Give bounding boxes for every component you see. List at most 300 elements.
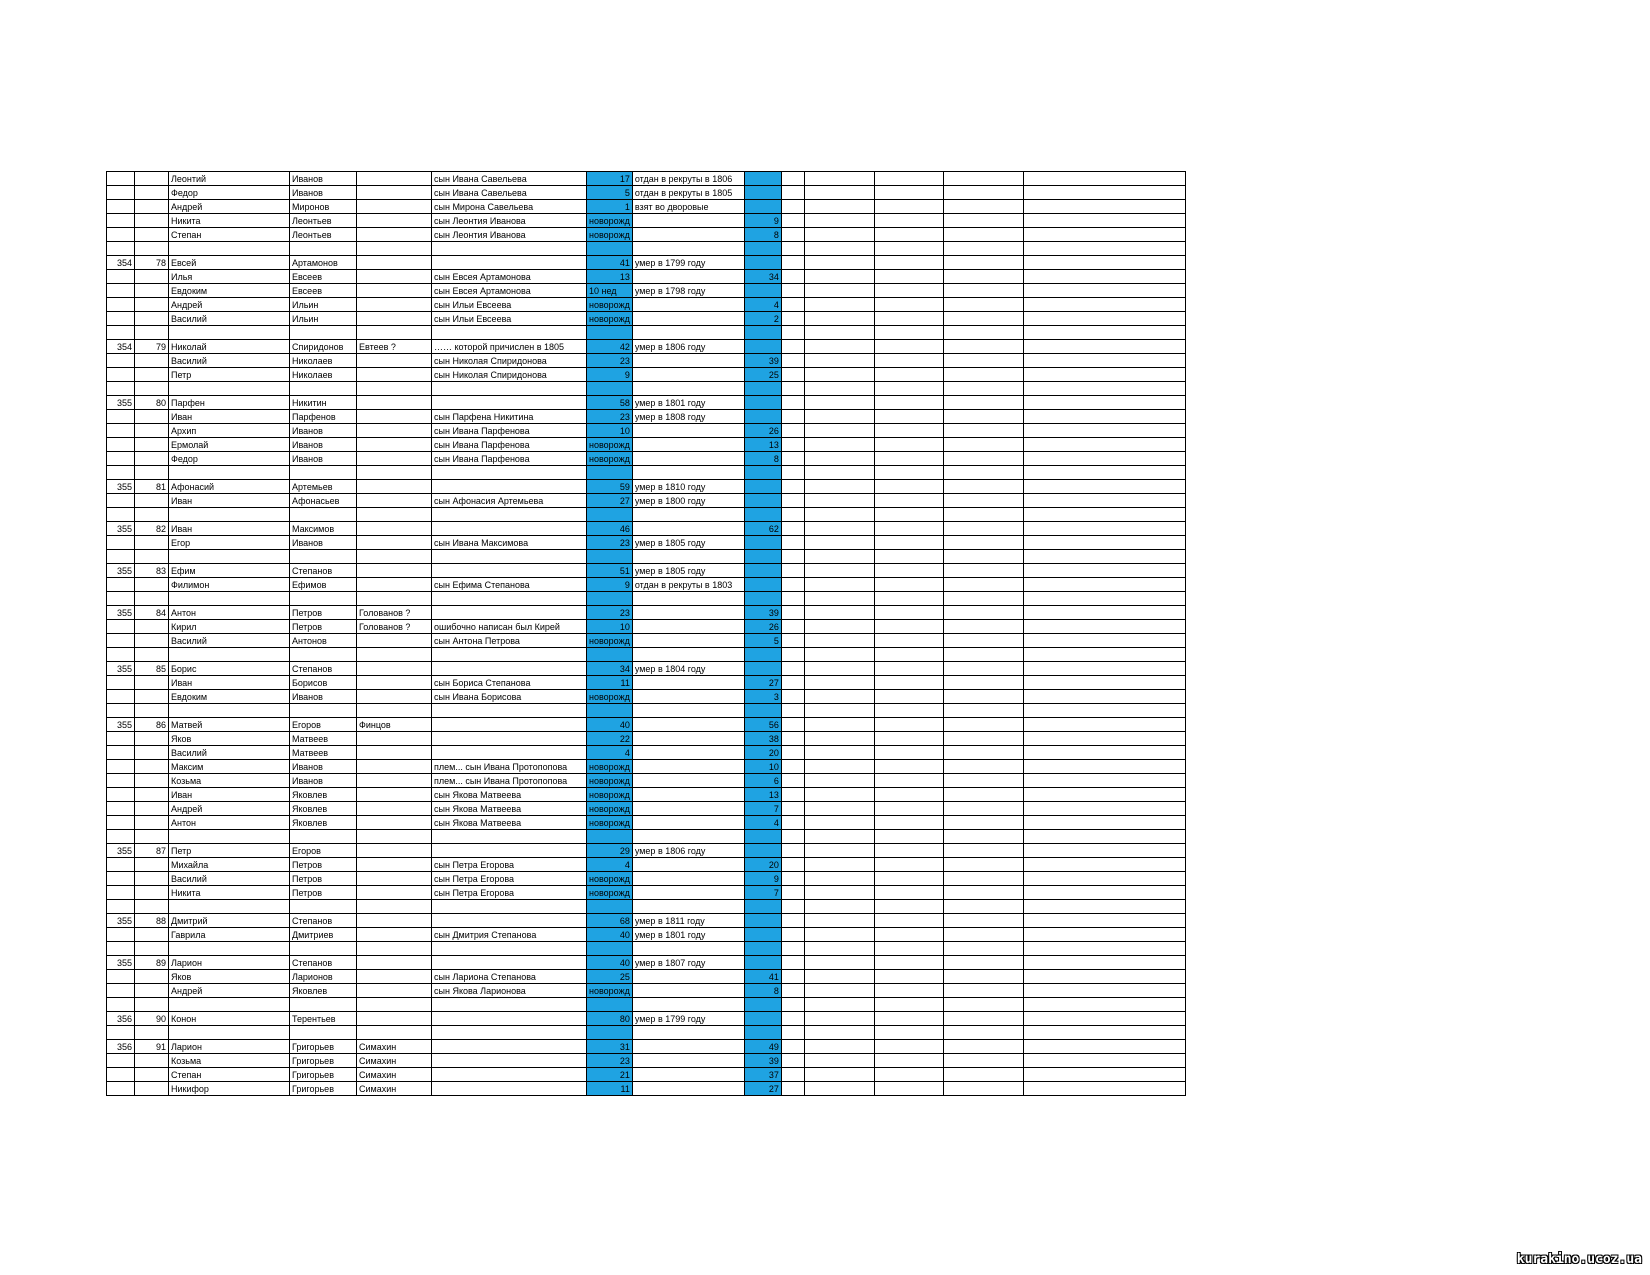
empty-cell <box>1023 284 1185 298</box>
relation-cell: сын Николая Спиридонова <box>432 368 587 382</box>
age-later-cell <box>744 844 781 858</box>
surname-cell <box>357 788 432 802</box>
empty-cell <box>804 214 874 228</box>
age-later-cell <box>744 704 781 718</box>
age-later-cell <box>744 998 781 1012</box>
surname-cell <box>357 760 432 774</box>
age-cell <box>587 592 633 606</box>
table-row <box>107 1054 1186 1068</box>
patronymic-cell <box>290 900 357 914</box>
empty-cell <box>1023 564 1185 578</box>
patronymic-cell: Яковлев <box>290 816 357 830</box>
age-later-cell: 10 <box>744 760 781 774</box>
empty-cell <box>781 858 804 872</box>
note-cell: умер в 1805 году <box>632 564 744 578</box>
page-cell <box>107 816 135 830</box>
empty-cell <box>874 872 943 886</box>
age-cell: новорожд <box>587 690 633 704</box>
relation-cell <box>432 900 587 914</box>
empty-cell <box>804 536 874 550</box>
empty-cell <box>781 550 804 564</box>
page-cell: 355 <box>107 844 135 858</box>
relation-cell <box>432 1082 587 1096</box>
empty-cell <box>943 550 1023 564</box>
table-row <box>107 858 1186 872</box>
relation-cell <box>432 1012 587 1026</box>
page-cell <box>107 984 135 998</box>
empty-cell <box>943 956 1023 970</box>
relation-cell: сын Леонтия Иванова <box>432 228 587 242</box>
empty-cell <box>804 1026 874 1040</box>
empty-cell <box>874 438 943 452</box>
age-cell: 10 <box>587 620 633 634</box>
age-cell: 25 <box>587 970 633 984</box>
empty-cell <box>781 718 804 732</box>
patronymic-cell <box>290 592 357 606</box>
relation-cell <box>432 1026 587 1040</box>
note-cell: умер в 1806 году <box>632 340 744 354</box>
table-row <box>107 172 1186 186</box>
empty-cell <box>804 802 874 816</box>
empty-cell <box>804 270 874 284</box>
age-later-cell: 8 <box>744 984 781 998</box>
first-name-cell <box>169 508 290 522</box>
surname-cell <box>357 956 432 970</box>
table-row <box>107 564 1186 578</box>
age-cell <box>587 830 633 844</box>
empty-cell <box>781 256 804 270</box>
note-cell <box>632 802 744 816</box>
age-cell <box>587 998 633 1012</box>
empty-cell <box>1023 480 1185 494</box>
surname-cell <box>357 984 432 998</box>
table-row <box>107 774 1186 788</box>
first-name-cell <box>169 998 290 1012</box>
table-row <box>107 270 1186 284</box>
empty-cell <box>781 214 804 228</box>
empty-cell <box>804 984 874 998</box>
empty-cell <box>943 858 1023 872</box>
surname-cell <box>357 396 432 410</box>
surname-cell <box>357 354 432 368</box>
empty-cell <box>943 508 1023 522</box>
number-cell <box>135 592 169 606</box>
empty-cell <box>943 1040 1023 1054</box>
number-cell <box>135 186 169 200</box>
table-row <box>107 620 1186 634</box>
number-cell <box>135 746 169 760</box>
empty-cell <box>804 886 874 900</box>
empty-cell <box>874 676 943 690</box>
empty-cell <box>1023 340 1185 354</box>
empty-cell <box>1023 900 1185 914</box>
table-row <box>107 214 1186 228</box>
age-later-cell <box>744 942 781 956</box>
patronymic-cell: Иванов <box>290 690 357 704</box>
empty-cell <box>804 228 874 242</box>
empty-cell <box>874 354 943 368</box>
page-cell <box>107 242 135 256</box>
page-cell <box>107 788 135 802</box>
age-later-cell: 26 <box>744 620 781 634</box>
table-row <box>107 298 1186 312</box>
number-cell <box>135 928 169 942</box>
patronymic-cell <box>290 942 357 956</box>
age-cell: 58 <box>587 396 633 410</box>
empty-cell <box>1023 718 1185 732</box>
surname-cell <box>357 452 432 466</box>
age-later-cell: 7 <box>744 886 781 900</box>
patronymic-cell: Артамонов <box>290 256 357 270</box>
age-cell: 1 <box>587 200 633 214</box>
age-cell: новорожд <box>587 214 633 228</box>
empty-cell <box>874 774 943 788</box>
note-cell <box>632 438 744 452</box>
empty-cell <box>1023 760 1185 774</box>
relation-cell: сын Афонасия Артемьева <box>432 494 587 508</box>
table-row <box>107 480 1186 494</box>
empty-cell <box>781 900 804 914</box>
empty-cell <box>874 746 943 760</box>
patronymic-cell: Иванов <box>290 172 357 186</box>
patronymic-cell: Ильин <box>290 298 357 312</box>
age-later-cell: 27 <box>744 676 781 690</box>
empty-cell <box>943 214 1023 228</box>
first-name-cell: Андрей <box>169 984 290 998</box>
age-cell: 40 <box>587 928 633 942</box>
surname-cell <box>357 998 432 1012</box>
empty-cell <box>1023 956 1185 970</box>
page-cell <box>107 942 135 956</box>
table-row <box>107 494 1186 508</box>
surname-cell <box>357 690 432 704</box>
surname-cell <box>357 816 432 830</box>
table-row <box>107 788 1186 802</box>
note-cell <box>632 858 744 872</box>
empty-cell <box>943 620 1023 634</box>
surname-cell <box>357 256 432 270</box>
empty-cell <box>804 774 874 788</box>
first-name-cell: Евсей <box>169 256 290 270</box>
empty-cell <box>943 802 1023 816</box>
empty-cell <box>804 690 874 704</box>
page-cell <box>107 900 135 914</box>
empty-cell <box>804 858 874 872</box>
empty-cell <box>943 844 1023 858</box>
empty-cell <box>943 522 1023 536</box>
empty-cell <box>943 256 1023 270</box>
note-cell <box>632 1068 744 1082</box>
empty-cell <box>943 984 1023 998</box>
age-later-cell: 20 <box>744 746 781 760</box>
empty-cell <box>874 592 943 606</box>
empty-cell <box>781 494 804 508</box>
empty-cell <box>804 816 874 830</box>
empty-cell <box>943 830 1023 844</box>
empty-cell <box>943 676 1023 690</box>
age-cell: новорожд <box>587 760 633 774</box>
empty-cell <box>874 312 943 326</box>
first-name-cell: Федор <box>169 452 290 466</box>
empty-cell <box>781 956 804 970</box>
number-cell <box>135 1026 169 1040</box>
table-row <box>107 928 1186 942</box>
age-later-cell: 38 <box>744 732 781 746</box>
page-cell <box>107 550 135 564</box>
first-name-cell <box>169 900 290 914</box>
number-cell <box>135 326 169 340</box>
table-row <box>107 704 1186 718</box>
note-cell <box>632 984 744 998</box>
note-cell <box>632 732 744 746</box>
empty-cell <box>874 1082 943 1096</box>
first-name-cell: Василий <box>169 312 290 326</box>
table-row <box>107 998 1186 1012</box>
age-cell: новорожд <box>587 452 633 466</box>
age-later-cell <box>744 200 781 214</box>
empty-cell <box>1023 690 1185 704</box>
note-cell <box>632 214 744 228</box>
age-later-cell: 20 <box>744 858 781 872</box>
empty-cell <box>781 872 804 886</box>
first-name-cell: Филимон <box>169 578 290 592</box>
first-name-cell: Афонасий <box>169 480 290 494</box>
table-row <box>107 522 1186 536</box>
table-row <box>107 256 1186 270</box>
number-cell <box>135 802 169 816</box>
empty-cell <box>781 928 804 942</box>
first-name-cell: Степан <box>169 1068 290 1082</box>
first-name-cell: Дмитрий <box>169 914 290 928</box>
empty-cell <box>1023 802 1185 816</box>
empty-cell <box>943 438 1023 452</box>
surname-cell <box>357 704 432 718</box>
relation-cell: сын Ильи Евсеева <box>432 312 587 326</box>
patronymic-cell: Терентьев <box>290 1012 357 1026</box>
age-later-cell: 49 <box>744 1040 781 1054</box>
patronymic-cell: Иванов <box>290 438 357 452</box>
number-cell <box>135 774 169 788</box>
empty-cell <box>804 970 874 984</box>
empty-cell <box>1023 438 1185 452</box>
empty-cell <box>781 536 804 550</box>
number-cell <box>135 690 169 704</box>
empty-cell <box>874 172 943 186</box>
note-cell <box>632 620 744 634</box>
table-row <box>107 186 1186 200</box>
empty-cell <box>1023 676 1185 690</box>
page-cell <box>107 620 135 634</box>
empty-cell <box>804 844 874 858</box>
patronymic-cell <box>290 242 357 256</box>
table-row <box>107 802 1186 816</box>
note-cell: отдан в рекруты в 1803 <box>632 578 744 592</box>
empty-cell <box>804 354 874 368</box>
note-cell <box>632 816 744 830</box>
empty-cell <box>804 746 874 760</box>
page-cell <box>107 872 135 886</box>
patronymic-cell <box>290 998 357 1012</box>
patronymic-cell: Дмитриев <box>290 928 357 942</box>
page-cell <box>107 186 135 200</box>
age-later-cell <box>744 326 781 340</box>
surname-cell: Финцов <box>357 718 432 732</box>
empty-cell <box>781 410 804 424</box>
page-cell <box>107 438 135 452</box>
first-name-cell: Андрей <box>169 802 290 816</box>
age-later-cell: 13 <box>744 788 781 802</box>
table-row <box>107 382 1186 396</box>
number-cell <box>135 452 169 466</box>
empty-cell <box>874 508 943 522</box>
empty-cell <box>1023 1054 1185 1068</box>
empty-cell <box>781 522 804 536</box>
relation-cell: сын Антона Петрова <box>432 634 587 648</box>
page-cell <box>107 732 135 746</box>
page-cell <box>107 312 135 326</box>
relation-cell: сын Николая Спиридонова <box>432 354 587 368</box>
empty-cell <box>804 410 874 424</box>
relation-cell <box>432 396 587 410</box>
empty-cell <box>781 970 804 984</box>
age-cell: 22 <box>587 732 633 746</box>
empty-cell <box>943 466 1023 480</box>
page-cell: 355 <box>107 914 135 928</box>
age-cell <box>587 326 633 340</box>
empty-cell <box>781 1082 804 1096</box>
empty-cell <box>1023 1082 1185 1096</box>
number-cell <box>135 438 169 452</box>
number-cell <box>135 788 169 802</box>
empty-cell <box>943 200 1023 214</box>
patronymic-cell: Антонов <box>290 634 357 648</box>
empty-cell <box>804 1082 874 1096</box>
empty-cell <box>874 998 943 1012</box>
age-later-cell: 5 <box>744 634 781 648</box>
empty-cell <box>1023 592 1185 606</box>
first-name-cell: Кирил <box>169 620 290 634</box>
empty-cell <box>804 676 874 690</box>
age-cell <box>587 242 633 256</box>
surname-cell <box>357 172 432 186</box>
empty-cell <box>804 368 874 382</box>
table-row <box>107 284 1186 298</box>
first-name-cell: Николай <box>169 340 290 354</box>
page-cell: 354 <box>107 340 135 354</box>
note-cell <box>632 1040 744 1054</box>
note-cell <box>632 242 744 256</box>
age-later-cell: 9 <box>744 872 781 886</box>
page-cell <box>107 774 135 788</box>
page-cell <box>107 970 135 984</box>
table-row <box>107 242 1186 256</box>
age-later-cell <box>744 494 781 508</box>
table-row <box>107 1068 1186 1082</box>
table-row <box>107 844 1186 858</box>
empty-cell <box>781 172 804 186</box>
number-cell <box>135 466 169 480</box>
page-cell <box>107 298 135 312</box>
first-name-cell: Василий <box>169 746 290 760</box>
page-cell <box>107 536 135 550</box>
empty-cell <box>874 1040 943 1054</box>
empty-cell <box>874 788 943 802</box>
surname-cell <box>357 284 432 298</box>
page-cell <box>107 1082 135 1096</box>
patronymic-cell: Николаев <box>290 354 357 368</box>
page-cell <box>107 858 135 872</box>
first-name-cell: Конон <box>169 1012 290 1026</box>
empty-cell <box>943 788 1023 802</box>
number-cell <box>135 620 169 634</box>
relation-cell: сын Петра Егорова <box>432 886 587 900</box>
age-later-cell <box>744 662 781 676</box>
relation-cell <box>432 466 587 480</box>
age-cell: 23 <box>587 410 633 424</box>
empty-cell <box>1023 606 1185 620</box>
empty-cell <box>781 186 804 200</box>
page-cell <box>107 760 135 774</box>
note-cell: умер в 1810 году <box>632 480 744 494</box>
empty-cell <box>804 956 874 970</box>
table-row <box>107 634 1186 648</box>
patronymic-cell: Миронов <box>290 200 357 214</box>
page-cell: 355 <box>107 718 135 732</box>
relation-cell <box>432 844 587 858</box>
empty-cell <box>804 648 874 662</box>
page-cell <box>107 326 135 340</box>
first-name-cell: Яков <box>169 970 290 984</box>
surname-cell <box>357 1012 432 1026</box>
empty-cell <box>943 592 1023 606</box>
empty-cell <box>874 424 943 438</box>
surname-cell <box>357 592 432 606</box>
surname-cell <box>357 508 432 522</box>
table-row <box>107 606 1186 620</box>
relation-cell <box>432 732 587 746</box>
patronymic-cell: Ларионов <box>290 970 357 984</box>
relation-cell <box>432 718 587 732</box>
empty-cell <box>804 788 874 802</box>
empty-cell <box>804 928 874 942</box>
relation-cell <box>432 592 587 606</box>
age-later-cell <box>744 1012 781 1026</box>
surname-cell <box>357 438 432 452</box>
age-cell: новорожд <box>587 802 633 816</box>
page-cell <box>107 494 135 508</box>
empty-cell <box>1023 256 1185 270</box>
empty-cell <box>804 914 874 928</box>
number-cell: 88 <box>135 914 169 928</box>
age-later-cell: 39 <box>744 606 781 620</box>
empty-cell <box>781 1040 804 1054</box>
table-row <box>107 718 1186 732</box>
empty-cell <box>781 480 804 494</box>
number-cell <box>135 200 169 214</box>
empty-cell <box>781 1054 804 1068</box>
age-cell: новорожд <box>587 312 633 326</box>
relation-cell: плем... сын Ивана Протопопова <box>432 774 587 788</box>
note-cell <box>632 424 744 438</box>
empty-cell <box>804 508 874 522</box>
age-later-cell: 25 <box>744 368 781 382</box>
table-row <box>107 424 1186 438</box>
age-cell: новорожд <box>587 984 633 998</box>
page-cell <box>107 452 135 466</box>
surname-cell: Симахин <box>357 1040 432 1054</box>
empty-cell <box>1023 424 1185 438</box>
patronymic-cell: Петров <box>290 620 357 634</box>
